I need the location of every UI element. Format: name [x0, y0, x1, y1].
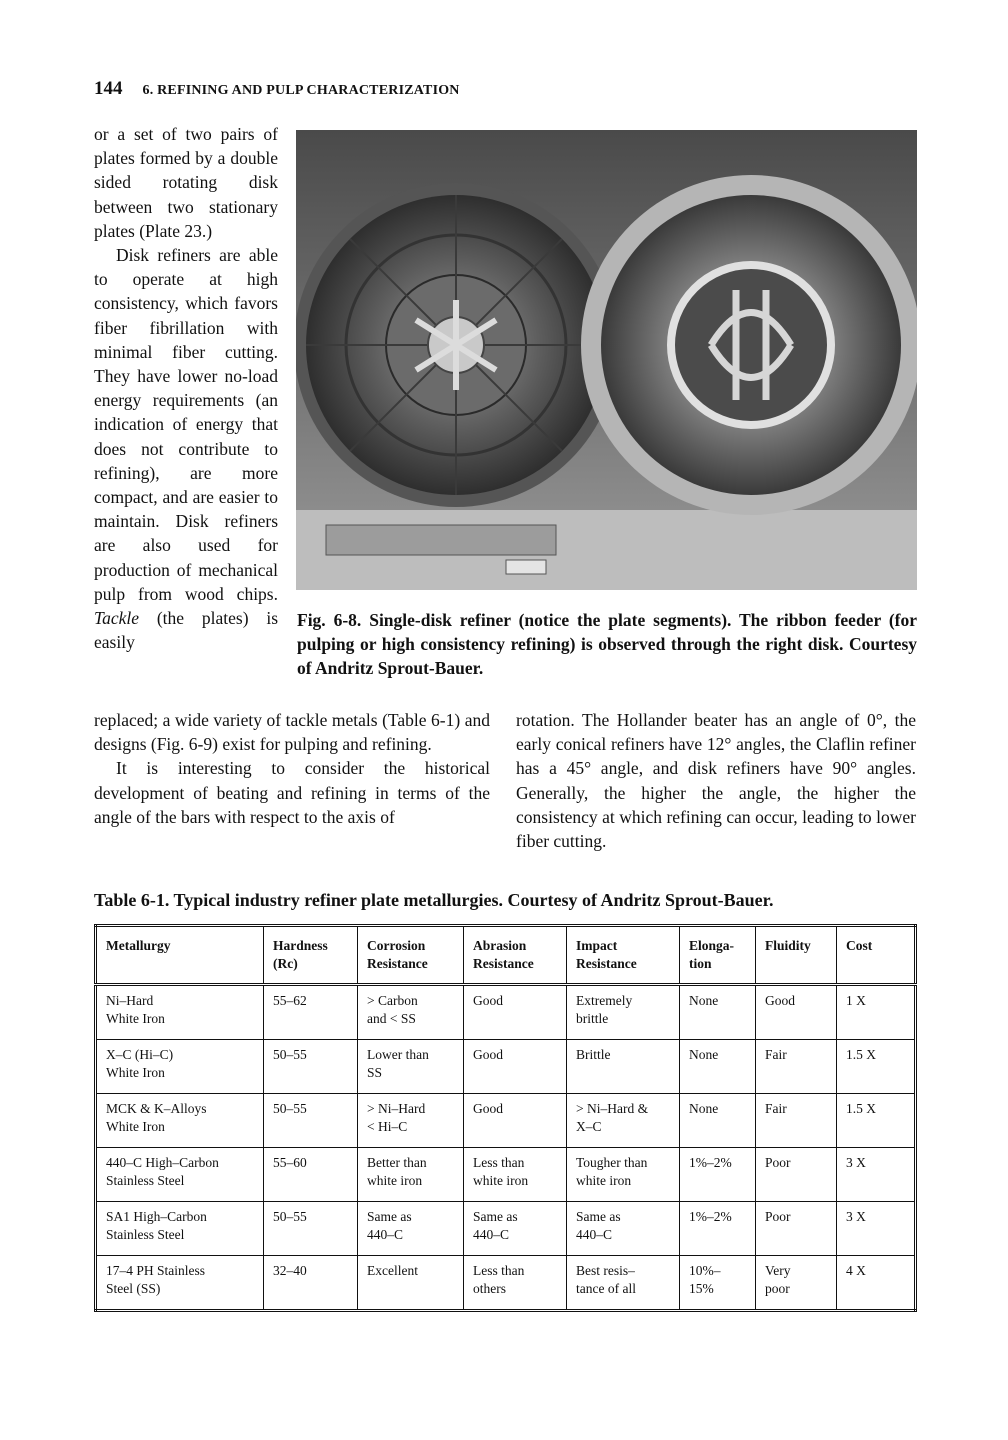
refiner-photo-graphic — [296, 130, 917, 590]
table-cell — [567, 985, 680, 1040]
table-cell — [756, 1256, 837, 1311]
table-cell — [96, 1256, 264, 1311]
cell-line: Very — [765, 1263, 791, 1278]
cell-line: 55–62 — [273, 993, 307, 1008]
cell-line: Same as — [473, 1209, 518, 1224]
table-cell — [756, 1148, 837, 1202]
cell-line: and < SS — [367, 1011, 416, 1026]
table-cell — [358, 1148, 464, 1202]
table-row — [96, 1202, 916, 1256]
cell-line: White Iron — [106, 1119, 165, 1134]
header-line: Elonga- — [689, 938, 735, 953]
cell-line: 55–60 — [273, 1155, 307, 1170]
table-cell — [358, 1256, 464, 1311]
refiner-photo — [296, 130, 917, 590]
paragraph-history: It is interesting to consider the historical development of beating and refining in terms of the angle of the bars with respect to the axis of — [94, 758, 490, 827]
cell-line: 15% — [689, 1281, 714, 1296]
column-header — [567, 926, 680, 985]
cell-line: tance of all — [576, 1281, 636, 1296]
table-cell — [96, 1040, 264, 1094]
cell-line: X–C (Hi–C) — [106, 1047, 174, 1062]
cell-line: > Ni–Hard & — [576, 1101, 649, 1116]
cell-line: Ni–Hard — [106, 993, 154, 1008]
cell-line: Lower than — [367, 1047, 429, 1062]
table-cell — [264, 1256, 358, 1311]
table-row — [96, 1040, 916, 1094]
table-cell — [464, 1202, 567, 1256]
cell-line: None — [689, 1047, 719, 1062]
cell-line: X–C — [576, 1119, 602, 1134]
cell-line: 440–C — [576, 1227, 613, 1242]
cell-line: White Iron — [106, 1065, 165, 1080]
cell-line: > Ni–Hard — [367, 1101, 426, 1116]
cell-line: 3 X — [846, 1155, 866, 1170]
table-cell — [96, 1094, 264, 1148]
table-cell — [680, 1094, 756, 1148]
cell-line: 440–C — [367, 1227, 404, 1242]
cell-line: poor — [765, 1281, 790, 1296]
column-header — [264, 926, 358, 985]
table-cell — [464, 1148, 567, 1202]
table-cell — [264, 1148, 358, 1202]
table-cell — [756, 1040, 837, 1094]
table-cell — [680, 1148, 756, 1202]
cell-line: 1.5 X — [846, 1047, 876, 1062]
cell-line: Less than — [473, 1155, 525, 1170]
cell-line: > Carbon — [367, 993, 418, 1008]
cell-line: Excellent — [367, 1263, 418, 1278]
table-row — [96, 1256, 916, 1311]
column-header — [837, 926, 916, 985]
body-column-right — [516, 708, 916, 853]
table-row — [96, 985, 916, 1040]
cell-line: 1%–2% — [689, 1155, 732, 1170]
paragraph-disk-refiners — [94, 243, 278, 654]
page-header — [94, 78, 460, 102]
cell-line: 50–55 — [273, 1047, 307, 1062]
table-row — [96, 1148, 916, 1202]
table-cell — [358, 1202, 464, 1256]
table-cell — [680, 1202, 756, 1256]
cell-line: Less than — [473, 1263, 525, 1278]
disk-refiners-text-end: (the plates) is easily — [94, 608, 279, 653]
cell-line: 440–C High–Carbon — [106, 1155, 219, 1170]
table-cell — [837, 1202, 916, 1256]
cell-line: 10%– — [689, 1263, 721, 1278]
cell-line: None — [689, 993, 719, 1008]
wrap-text-column — [94, 122, 278, 654]
paragraph-tackle-metals: replaced; a wide variety of tackle metals (Table 6-1) and designs (Fig. 6-9) exist for pulping and refining. — [94, 710, 490, 755]
header-line: Resistance — [576, 956, 637, 971]
cell-line: Poor — [765, 1155, 791, 1170]
cell-line: MCK & K–Alloys — [106, 1101, 207, 1116]
header-line: Corrosion — [367, 938, 426, 953]
cell-line: Stainless Steel — [106, 1227, 185, 1242]
cell-line: 440–C — [473, 1227, 510, 1242]
column-header — [756, 926, 837, 985]
cell-line: Stainless Steel — [106, 1173, 185, 1188]
column-header — [96, 926, 264, 985]
table-cell — [756, 1094, 837, 1148]
table-header — [96, 926, 916, 985]
cell-line: Good — [473, 1047, 503, 1062]
table-cell — [756, 1202, 837, 1256]
header-line: Resistance — [367, 956, 428, 971]
cell-line: 17–4 PH Stainless — [106, 1263, 206, 1278]
table-cell — [464, 1040, 567, 1094]
table-cell — [837, 1256, 916, 1311]
cell-line: Fair — [765, 1101, 787, 1116]
running-head: 6. REFINING AND PULP CHARACTERIZATION — [142, 83, 460, 98]
table-cell — [837, 1040, 916, 1094]
table-cell — [96, 1202, 264, 1256]
table-cell — [464, 985, 567, 1040]
cell-line: SS — [367, 1065, 383, 1080]
cell-line: Extremely — [576, 993, 633, 1008]
column-header — [464, 926, 567, 985]
table-cell — [264, 985, 358, 1040]
table-cell — [756, 985, 837, 1040]
cell-line: white iron — [576, 1173, 632, 1188]
table-cell — [358, 1040, 464, 1094]
table-cell — [567, 1094, 680, 1148]
cell-line: Tougher than — [576, 1155, 648, 1170]
table-cell — [96, 985, 264, 1040]
cell-line: Good — [765, 993, 795, 1008]
table-title: Table 6-1. Typical industry refiner plate metallurgies. Courtesy of Andritz Sprout-Bauer. — [94, 890, 774, 910]
cell-line: Brittle — [576, 1047, 611, 1062]
paragraph-bar-angles: rotation. The Hollander beater has an angle of 0°, the early conical refiners have 12° angles, the Claflin refiner has a 45° angle, and disk refiners have 90° angles. Generally, the higher the angle, the higher the consistency at which refining can occur, leading to lower fiber cutting. — [516, 710, 916, 852]
cell-line: < Hi–C — [367, 1119, 408, 1134]
cell-line: Same as — [576, 1209, 621, 1224]
table-cell — [567, 1256, 680, 1311]
cell-line: 1%–2% — [689, 1209, 732, 1224]
cell-line: 1.5 X — [846, 1101, 876, 1116]
cell-line: SA1 High–Carbon — [106, 1209, 207, 1224]
table-cell — [680, 1256, 756, 1311]
table-header-row — [96, 926, 916, 985]
header-line: (Rc) — [273, 956, 298, 971]
cell-line: None — [689, 1101, 719, 1116]
cell-line: white iron — [473, 1173, 529, 1188]
cell-line: 1 X — [846, 993, 866, 1008]
metallurgy-table — [94, 924, 917, 1312]
header-line: Cost — [846, 938, 873, 953]
cell-line: Better than — [367, 1155, 427, 1170]
table-cell — [264, 1202, 358, 1256]
cell-line: Good — [473, 1101, 503, 1116]
table-cell — [837, 1148, 916, 1202]
cell-line: Same as — [367, 1209, 412, 1224]
body-column-left — [94, 708, 490, 829]
cell-line: 3 X — [846, 1209, 866, 1224]
column-header — [358, 926, 464, 985]
table-cell — [358, 1094, 464, 1148]
table-cell — [464, 1094, 567, 1148]
header-line: Fluidity — [765, 938, 811, 953]
header-line: Metallurgy — [106, 938, 171, 953]
table-cell — [264, 1094, 358, 1148]
cell-line: Best resis– — [576, 1263, 635, 1278]
table-cell — [837, 985, 916, 1040]
table-row — [96, 1094, 916, 1148]
table-cell — [464, 1256, 567, 1311]
table-cell — [567, 1148, 680, 1202]
header-line: Hardness — [273, 938, 328, 953]
paragraph-plate-intro: or a set of two pairs of plates formed by a double sided rotating disk between two stationary plates (Plate 23.) — [94, 124, 278, 241]
disk-refiners-text: Disk refiners are able to operate at high consistency, which favors fiber fibrillation with minimal fiber cutting. They have lower no-load energy requirements (an indication of energy that does not contribute to refining), are more compact, and are easier to maintain. Disk refiners are also used for production of mechanical pulp from wood chips. — [94, 245, 278, 604]
header-line: Resistance — [473, 956, 534, 971]
tackle-term: Tackle — [94, 608, 140, 629]
table-cell — [264, 1040, 358, 1094]
cell-line: Poor — [765, 1209, 791, 1224]
table-cell — [567, 1202, 680, 1256]
table-cell — [680, 985, 756, 1040]
table-cell — [96, 1148, 264, 1202]
table-cell — [680, 1040, 756, 1094]
cell-line: White Iron — [106, 1011, 165, 1026]
cell-line: Good — [473, 993, 503, 1008]
header-line: tion — [689, 956, 712, 971]
table-cell — [837, 1094, 916, 1148]
page-number: 144 — [94, 78, 123, 99]
cell-line: Fair — [765, 1047, 787, 1062]
cell-line: white iron — [367, 1173, 423, 1188]
cell-line: Steel (SS) — [106, 1281, 161, 1296]
table-cell — [567, 1040, 680, 1094]
header-line: Impact — [576, 938, 618, 953]
table-cell — [358, 985, 464, 1040]
metallurgy-table-wrap — [94, 924, 914, 1312]
table-body — [96, 985, 916, 1311]
cell-line: others — [473, 1281, 506, 1296]
column-header — [680, 926, 756, 985]
figure-caption: Fig. 6-8. Single-disk refiner (notice the plate segments). The ribbon feeder (for pulping or high consistency refining) is observed through the right disk. Courtesy of Andritz Sprout-Bauer. — [297, 610, 917, 679]
cell-line: 4 X — [846, 1263, 866, 1278]
cell-line: 50–55 — [273, 1101, 307, 1116]
cell-line: 32–40 — [273, 1263, 307, 1278]
cell-line: 50–55 — [273, 1209, 307, 1224]
cell-line: brittle — [576, 1011, 609, 1026]
header-line: Abrasion — [473, 938, 527, 953]
